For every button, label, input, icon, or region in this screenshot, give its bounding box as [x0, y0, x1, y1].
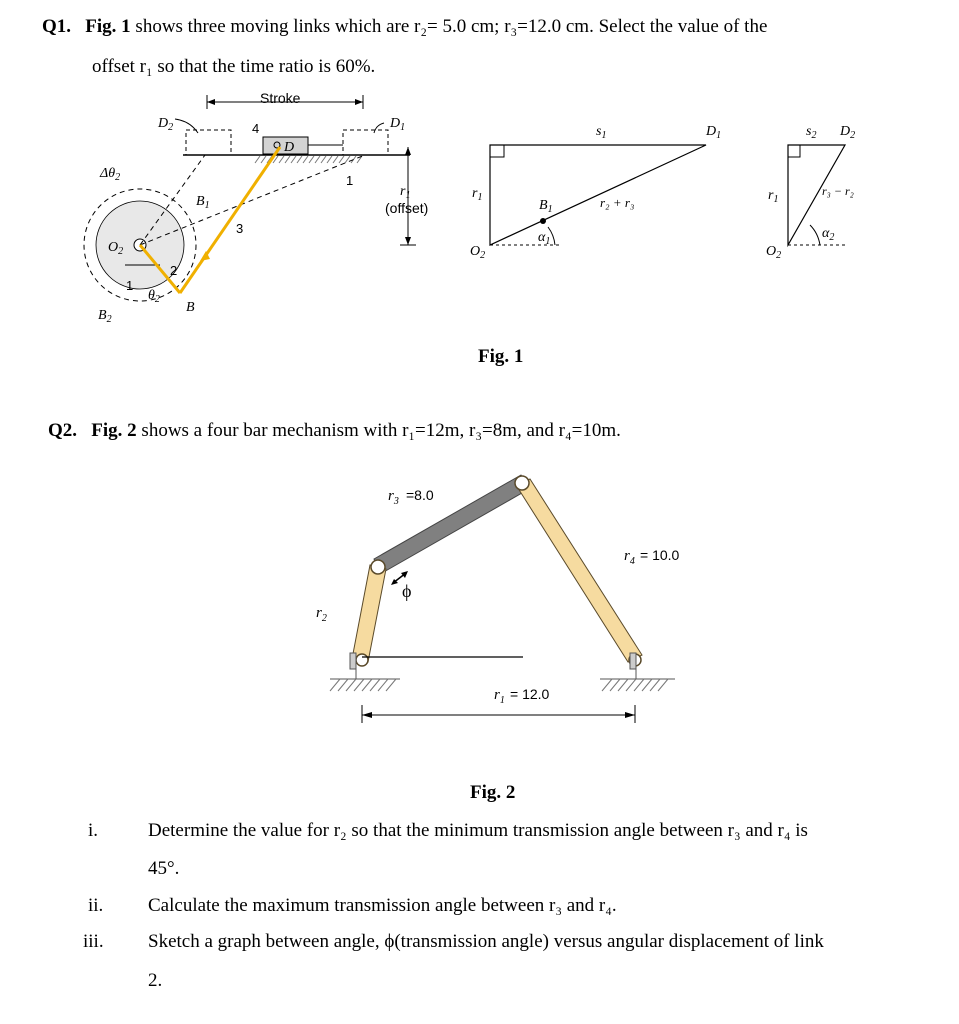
- item-1-number: i.: [88, 820, 99, 841]
- item-3-line-2: 2.: [148, 970, 163, 991]
- link2-label: 2: [170, 263, 178, 278]
- o2-label: $O_2$: [108, 240, 124, 257]
- item-3-number: iii.: [83, 931, 104, 952]
- tri-b1-label: $B_1$: [539, 198, 553, 215]
- q2-text: shows a four bar mechanism with r₁=12m, r₃=8m, and r₄=10m.: [136, 420, 621, 441]
- tri2-r3r2-label: r₃ − r₂: [822, 184, 854, 198]
- item-1-line-2: 45°.: [148, 858, 180, 879]
- r1-label-fig2: $r_1$: [494, 687, 505, 706]
- joint-a: [371, 560, 385, 574]
- offset-label: (offset): [385, 200, 429, 216]
- q2-line: [48, 420, 621, 442]
- joint-b: [515, 476, 529, 490]
- tri-r1-label: $r_1$: [472, 186, 483, 203]
- b1-label: $B_1$: [196, 194, 210, 211]
- q1-fig-ref: Fig. 1: [85, 16, 131, 37]
- triangle-folded: [766, 124, 855, 261]
- q1-text-1: shows three moving links which are r₂= 5.0 cm; r₃=12.0 cm. Select the value of the: [130, 16, 768, 37]
- stroke-label: Stroke: [260, 90, 301, 106]
- d2-label: $D_2$: [158, 116, 174, 133]
- r3-label: $r_3$: [388, 488, 399, 507]
- item-3-text: Sketch a graph between angle, ϕ(transmission angle) versus angular displacement of link: [148, 931, 824, 952]
- r4-value: = 10.0: [640, 547, 680, 563]
- tri-s1-label: $s_1$: [596, 124, 607, 141]
- r4-label: $r_4$: [624, 548, 635, 567]
- joint-o2: [356, 654, 368, 666]
- link1-label: 1: [346, 173, 354, 188]
- r2-label: $r_2$: [316, 605, 327, 624]
- item-2-text: Calculate the maximum transmission angle between r₃ and r₄.: [148, 895, 617, 916]
- tri2-s2-label: $s_2$: [806, 124, 817, 141]
- slider-d-label: D: [284, 140, 295, 155]
- d1-label: $D_1$: [390, 116, 406, 133]
- tri-alpha1-label: $\alpha_1$: [538, 230, 551, 247]
- link3-label: 3: [236, 221, 244, 236]
- link4-label: 4: [252, 121, 260, 136]
- fig1-diagram: [0, 85, 959, 375]
- phi-label: ϕ: [402, 581, 412, 601]
- q2-label: Q2.: [48, 420, 78, 441]
- q2-fig-ref: Fig. 2: [91, 420, 137, 441]
- item-1-text: Determine the value for r₂ so that the minimum transmission angle between r₃ and r₄ is: [148, 820, 808, 841]
- tri-o2-label: $O_2$: [470, 244, 486, 261]
- slider-crank-mechanism: [84, 90, 428, 325]
- r3-value: =8.0: [406, 487, 434, 503]
- b2-label: $B_2$: [98, 308, 112, 325]
- q1-label: Q1.: [42, 16, 72, 37]
- fig1-caption: Fig. 1: [478, 346, 524, 367]
- theta2-label: $\theta_2$: [148, 288, 160, 305]
- r1-label: $r_1$: [400, 184, 411, 201]
- item-2-number: ii.: [88, 895, 104, 916]
- q1-line-1: [42, 16, 767, 38]
- coupler-link: [374, 475, 529, 573]
- link1-small-label: 1: [126, 278, 134, 293]
- coupler-bar: [374, 475, 529, 573]
- tri2-d2-label: $D_2$: [840, 124, 856, 141]
- fig2-caption: Fig. 2: [470, 782, 516, 803]
- r1-value: = 12.0: [510, 686, 550, 702]
- tri2-o2-label: $O_2$: [766, 244, 782, 261]
- triangle-extended: [470, 124, 721, 261]
- delta-theta-label: $\Delta\theta_2$: [100, 166, 121, 183]
- fig2-diagram: [0, 465, 959, 725]
- tri-r2r3-label: r₂ + r₃: [600, 195, 635, 210]
- tri-d1-label: $D_1$: [706, 124, 722, 141]
- tri2-r1-label: $r_1$: [768, 188, 779, 205]
- right-link: [516, 479, 642, 662]
- b-label: B: [186, 300, 195, 315]
- left-link: [352, 565, 386, 662]
- tri2-alpha2-label: $\alpha_2$: [822, 226, 835, 243]
- q1-text-2: offset r₁ so that the time ratio is 60%.: [92, 56, 376, 77]
